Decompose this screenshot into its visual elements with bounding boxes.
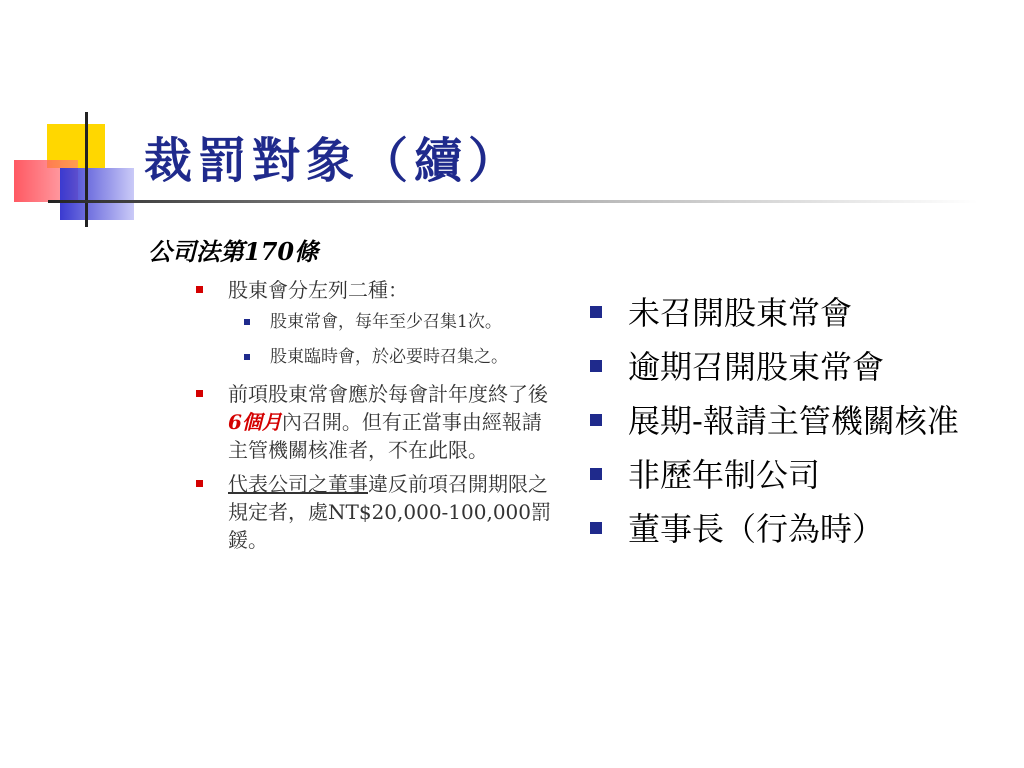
- decorative-vertical-line: [85, 112, 88, 227]
- right-item-text: 未召開股東常會: [628, 294, 853, 332]
- blue-square-bullet-icon: [590, 306, 602, 318]
- sub-item-1-text: 股東常會，每年至少召集1次。: [270, 312, 502, 332]
- left-item-3-text-after: 違反前項召開期限之規定者，處NT$20,000-100,000罰鍰。: [228, 472, 552, 552]
- left-item-2-text-after: 內召開。但有正當事由經報請主管機關核准者，不在此限。: [228, 410, 542, 462]
- right-item: [588, 508, 988, 550]
- right-item-text: 董事長（行為時）: [628, 510, 885, 548]
- right-item-text: 非歷年制公司: [628, 456, 821, 494]
- right-item: [588, 454, 988, 496]
- left-item-2-text-before: 前項股東常會應於每會計年度終了後: [228, 382, 548, 406]
- right-item: [588, 346, 988, 388]
- right-item-text: 逾期召開股東常會: [628, 348, 885, 386]
- left-bullet-list: [194, 276, 554, 560]
- underlined-subject: 代表公司之董事: [228, 472, 368, 496]
- sub-item-2-text: 股東臨時會，於必要時召集之。: [270, 347, 508, 367]
- left-item-1-text: 股東會分左列二種：: [228, 278, 408, 302]
- blue-square-bullet-icon: [244, 319, 250, 325]
- blue-square-bullet-icon: [244, 354, 250, 360]
- right-item-text: 展期-報請主管機關核准: [628, 402, 959, 440]
- sub-item-1: [228, 310, 530, 335]
- title-underline: [48, 200, 978, 203]
- red-square-bullet-icon: [196, 390, 203, 397]
- left-item-3: [194, 470, 554, 554]
- slide-title: 裁罰對象（續）: [144, 133, 523, 189]
- left-item-2: [194, 380, 554, 464]
- blue-square-bullet-icon: [590, 468, 602, 480]
- right-bullet-list: [588, 292, 988, 562]
- red-square-bullet-icon: [196, 480, 203, 487]
- red-square-bullet-icon: [196, 286, 203, 293]
- left-item-1: [194, 276, 554, 370]
- right-item: [588, 400, 988, 442]
- subheading: 公司法第170條: [148, 237, 319, 266]
- right-item: [588, 292, 988, 334]
- sub-bullet-list: [228, 310, 554, 370]
- decorative-blue-block: [60, 168, 134, 220]
- deadline-emphasis: 6個月: [228, 410, 282, 434]
- sub-item-2: [228, 345, 530, 370]
- blue-square-bullet-icon: [590, 522, 602, 534]
- blue-square-bullet-icon: [590, 360, 602, 372]
- blue-square-bullet-icon: [590, 414, 602, 426]
